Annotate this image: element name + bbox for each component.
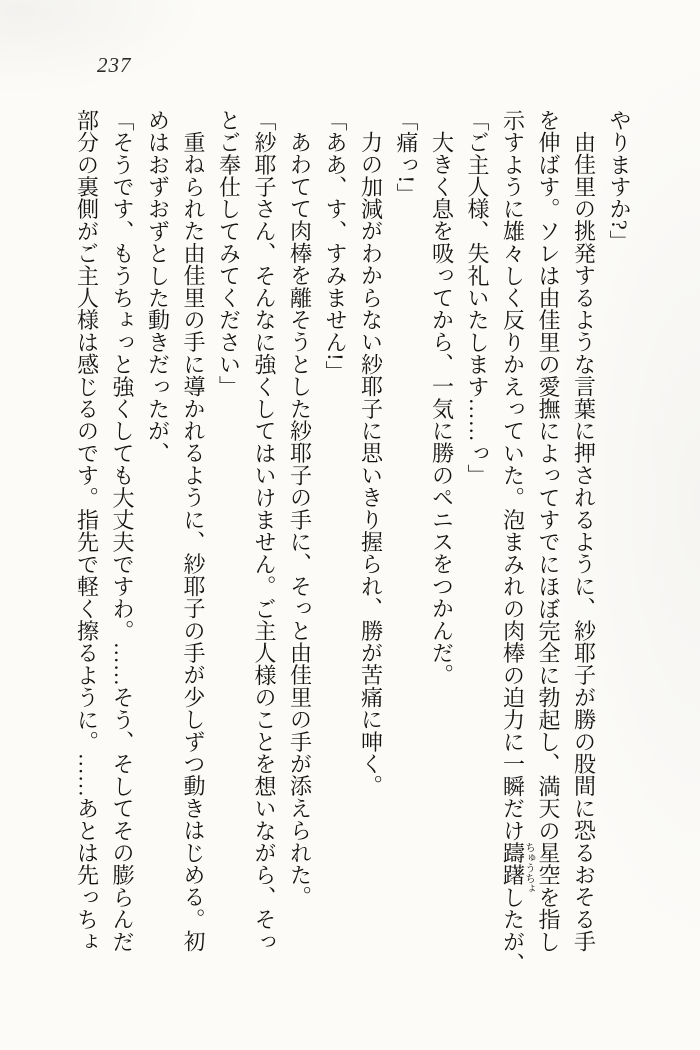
text-column: を伸ばす。ソレは由佳里の愛撫によってすでにほぼ完全に勃起し、満天の星空を指し	[536, 109, 561, 953]
text-column: 「ご主人様、失礼いたします……っ」	[465, 109, 490, 487]
text-column: 「ああ、す、すみません!」	[323, 109, 348, 383]
text-column: 示すように雄々しく反りかえっていた。泡まみれの肉棒の迫力に一瞬だけ躊躇したが、	[500, 109, 526, 975]
text-column: 部分の裏側がご主人様は感じるのです。指先で軽く擦るように。……あとは先っちょ	[74, 109, 100, 953]
text-column: 由佳里の挑発するような言葉に押されるように、紗耶子が勝の股間に恐るおそる手	[571, 131, 597, 953]
text-column: やりますか?」	[607, 109, 632, 253]
text-column: 「そうです、もうちょっと強くしても大丈夫ですわ。……そう、そしてその膨らんだ	[110, 109, 135, 953]
page-number: 237	[97, 53, 132, 77]
text-column: 力の加減がわからない紗耶子に思いきり握られ、勝が苦痛に呻く。	[358, 131, 384, 797]
text-column: とご奉仕してみてください」	[216, 109, 242, 398]
text-column: 大きく息を吸ってから、一気に勝のペニスをつかんだ。	[429, 131, 455, 686]
text-column: めはおずおずとした動きだったが、	[145, 109, 171, 465]
furigana-annotation: ちゅうちょ	[524, 842, 535, 894]
text-column: 「痛っ!」	[394, 109, 419, 206]
text-column: 重ねられた由佳里の手に導かれるように、紗耶子の手が少しずつ動きはじめる。初	[181, 131, 206, 953]
text-column: あわてて肉棒を離そうとした紗耶子の手に、そっと由佳里の手が添えられた。	[287, 131, 313, 908]
text-column: 「紗耶子さん、そんなに強くしてはいけません。ご主人様のことを想いながら、そっ	[252, 109, 277, 953]
text-block	[69, 109, 637, 975]
